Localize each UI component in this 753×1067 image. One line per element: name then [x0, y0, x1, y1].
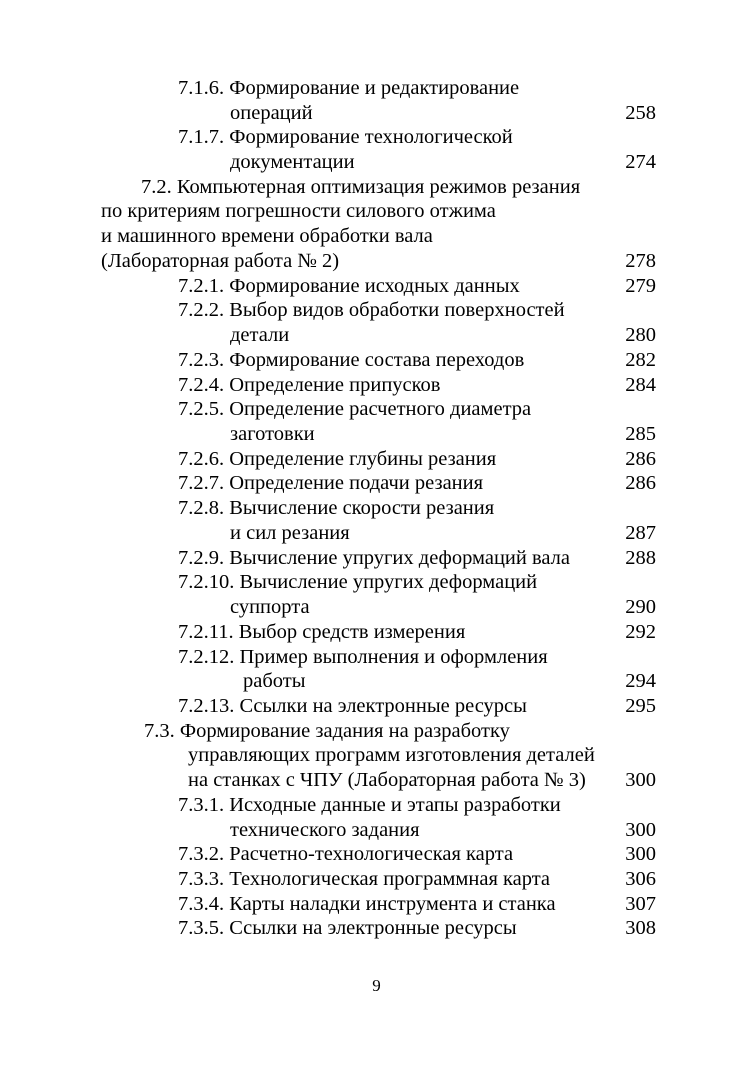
page-number: 9: [372, 976, 381, 995]
toc-entry-7-2-12-line-1: 7.2.12. Пример выполнения и оформления: [178, 646, 548, 668]
toc-page-number: 307: [625, 893, 656, 915]
toc-entry-7-2-12-line-2: работы: [243, 670, 306, 692]
toc-entry-7-3-line-3: на станках с ЧПУ (Лабораторная работа № 3): [188, 769, 586, 791]
toc-entry-7-2-3: 7.2.3. Формирование состава переходов: [178, 349, 525, 371]
toc-entry-7-2-5-line-1: 7.2.5. Определение расчетного диаметра: [178, 398, 532, 420]
toc-entry-7-3-4: 7.3.4. Карты наладки инструмента и станка: [178, 893, 556, 915]
toc-entry-7-2-line-3: и машинного времени обработки вала: [101, 225, 433, 247]
toc-entry-7-3-1-line-1: 7.3.1. Исходные данные и этапы разработки: [178, 794, 561, 816]
toc-entry-7-2-13: 7.2.13. Ссылки на электронные ресурсы: [178, 695, 527, 717]
toc-entry-7-2-5-line-2: заготовки: [230, 423, 315, 445]
toc-page-number: 300: [625, 819, 656, 841]
toc-entry-7-2-10-line-2: суппорта: [230, 596, 310, 618]
toc-page-number: 300: [625, 843, 656, 865]
toc-page-number: 286: [625, 472, 656, 494]
toc-page-number: 286: [625, 448, 656, 470]
toc-page-number: 308: [625, 917, 656, 939]
toc-entry-7-1-7-line-1: 7.1.7. Формирование технологической: [178, 126, 513, 148]
toc-page-number: 279: [625, 275, 656, 297]
toc-page-number: 306: [625, 868, 656, 890]
toc-entry-7-2-4: 7.2.4. Определение припусков: [178, 374, 441, 396]
toc-entry-7-3-5: 7.3.5. Ссылки на электронные ресурсы: [178, 917, 517, 939]
toc-entry-7-3-2: 7.3.2. Расчетно-технологическая карта: [178, 843, 514, 865]
toc-entry-7-2-1: 7.2.1. Формирование исходных данных: [178, 275, 520, 297]
toc-entry-7-2-line-2: по критериям погрешности силового отжима: [101, 200, 496, 222]
toc-page-number: 300: [625, 769, 656, 791]
toc-entry-7-2-10-line-1: 7.2.10. Вычисление упругих деформаций: [178, 571, 538, 593]
toc-entry-7-1-6-line-2: операций: [230, 102, 313, 124]
toc-entry-7-2-7: 7.2.7. Определение подачи резания: [178, 472, 484, 494]
toc-entry-7-2-11: 7.2.11. Выбор средств измерения: [178, 621, 466, 643]
toc-entry-7-2-line-1: 7.2. Компьютерная оптимизация режимов резания: [141, 176, 581, 198]
toc-page-number: 290: [625, 596, 656, 618]
toc-entry-7-1-7-line-2: документации: [230, 151, 355, 173]
toc-page-number: 284: [625, 374, 656, 396]
toc-entry-7-2-2-line-2: детали: [230, 324, 290, 346]
toc-entry-7-2-8-line-2: и сил резания: [230, 522, 350, 544]
toc-entry-7-2-8-line-1: 7.2.8. Вычисление скорости резания: [178, 497, 495, 519]
toc-page-number: 258: [625, 102, 656, 124]
toc-entry-7-3-line-1: 7.3. Формирование задания на разработку: [144, 720, 510, 742]
toc-page-number: 280: [625, 324, 656, 346]
toc-page-number: 274: [625, 151, 656, 173]
toc-entry-7-2-line-4: (Лабораторная работа № 2): [101, 250, 340, 272]
toc-page-number: 294: [625, 670, 656, 692]
toc-page-number: 287: [625, 522, 656, 544]
toc-page-number: 288: [625, 547, 656, 569]
toc-entry-7-3-line-2: управляющих программ изготовления деталей: [188, 744, 595, 766]
toc-page-number: 295: [625, 695, 656, 717]
toc-entry-7-2-9: 7.2.9. Вычисление упругих деформаций вала: [178, 547, 571, 569]
toc-page-number: 292: [625, 621, 656, 643]
toc-page-number: 285: [625, 423, 656, 445]
toc-entry-7-1-6-line-1: 7.1.6. Формирование и редактирование: [178, 77, 520, 99]
toc-page-number: 282: [625, 349, 656, 371]
toc-entry-7-2-2-line-1: 7.2.2. Выбор видов обработки поверхностей: [178, 299, 565, 321]
toc-entry-7-2-6: 7.2.6. Определение глубины резания: [178, 448, 497, 470]
toc-entry-7-3-3: 7.3.3. Технологическая программная карта: [178, 868, 551, 890]
toc-page-number: 278: [625, 250, 656, 272]
toc-entry-7-3-1-line-2: технического задания: [230, 819, 420, 841]
